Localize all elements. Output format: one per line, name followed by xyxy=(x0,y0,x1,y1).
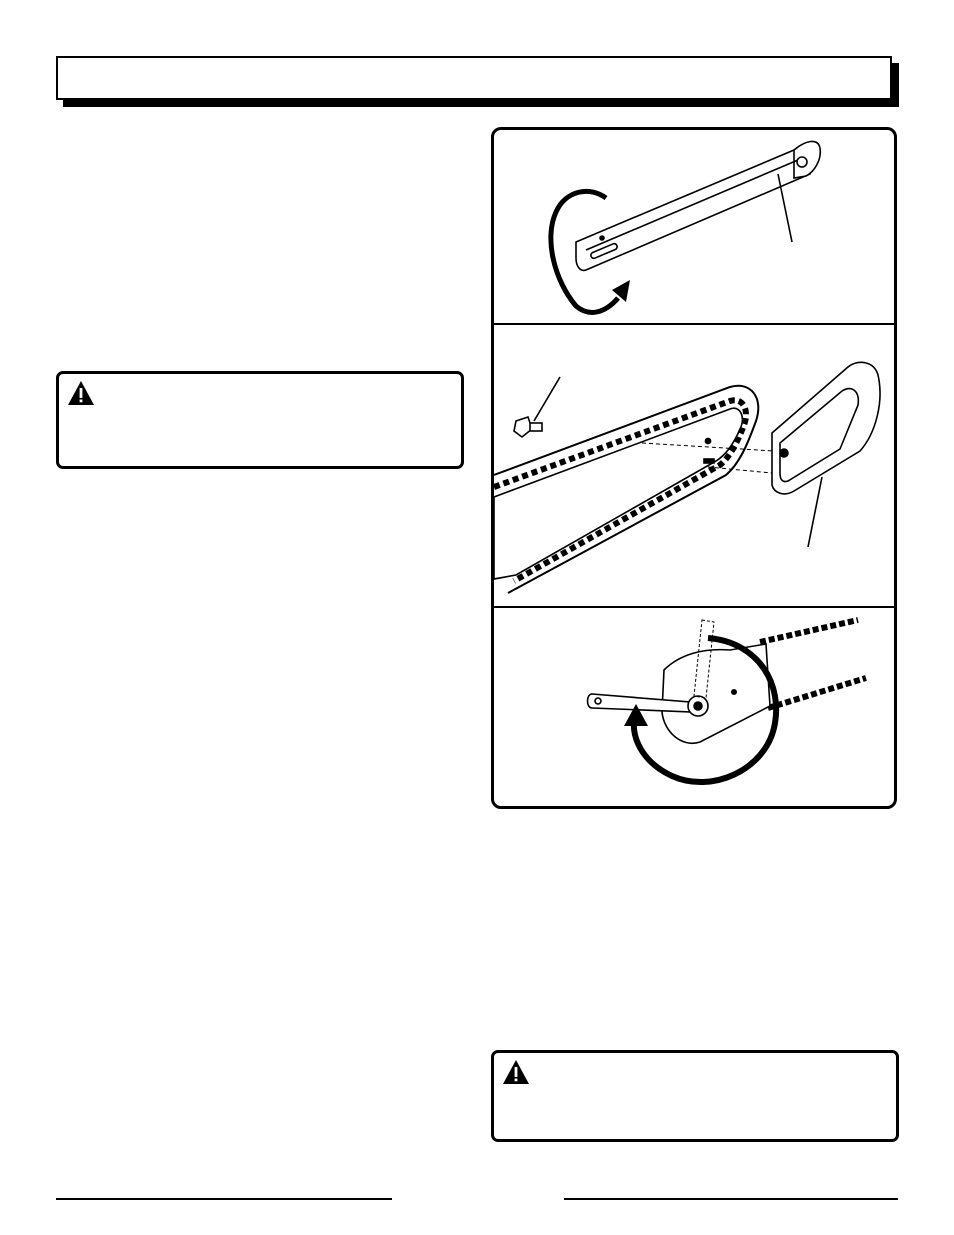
bar-plate xyxy=(772,362,880,494)
figure-panel-bar-flip xyxy=(494,130,894,323)
figure-panel-bar-chain-assembly xyxy=(494,325,894,606)
warning-box-right xyxy=(491,1050,899,1142)
guide-bar-rotation-illustration xyxy=(494,130,894,323)
guide-bar xyxy=(576,141,820,270)
callout-line xyxy=(534,377,560,421)
bar-chain-assembly-illustration xyxy=(494,325,894,606)
page-title-bar xyxy=(56,56,892,100)
figure-panel-tighten-nut xyxy=(494,608,894,808)
warning-box-left xyxy=(56,371,464,469)
warning-triangle-icon xyxy=(67,380,95,406)
guide-bar-body xyxy=(494,408,742,579)
callout-line xyxy=(808,477,822,547)
tighten-nut-illustration xyxy=(494,608,894,808)
footer-rule-right xyxy=(564,1198,898,1200)
assembly-figure xyxy=(491,127,897,809)
bar-nut xyxy=(514,417,542,437)
footer-rule-left xyxy=(56,1198,392,1200)
warning-triangle-icon xyxy=(502,1059,530,1085)
